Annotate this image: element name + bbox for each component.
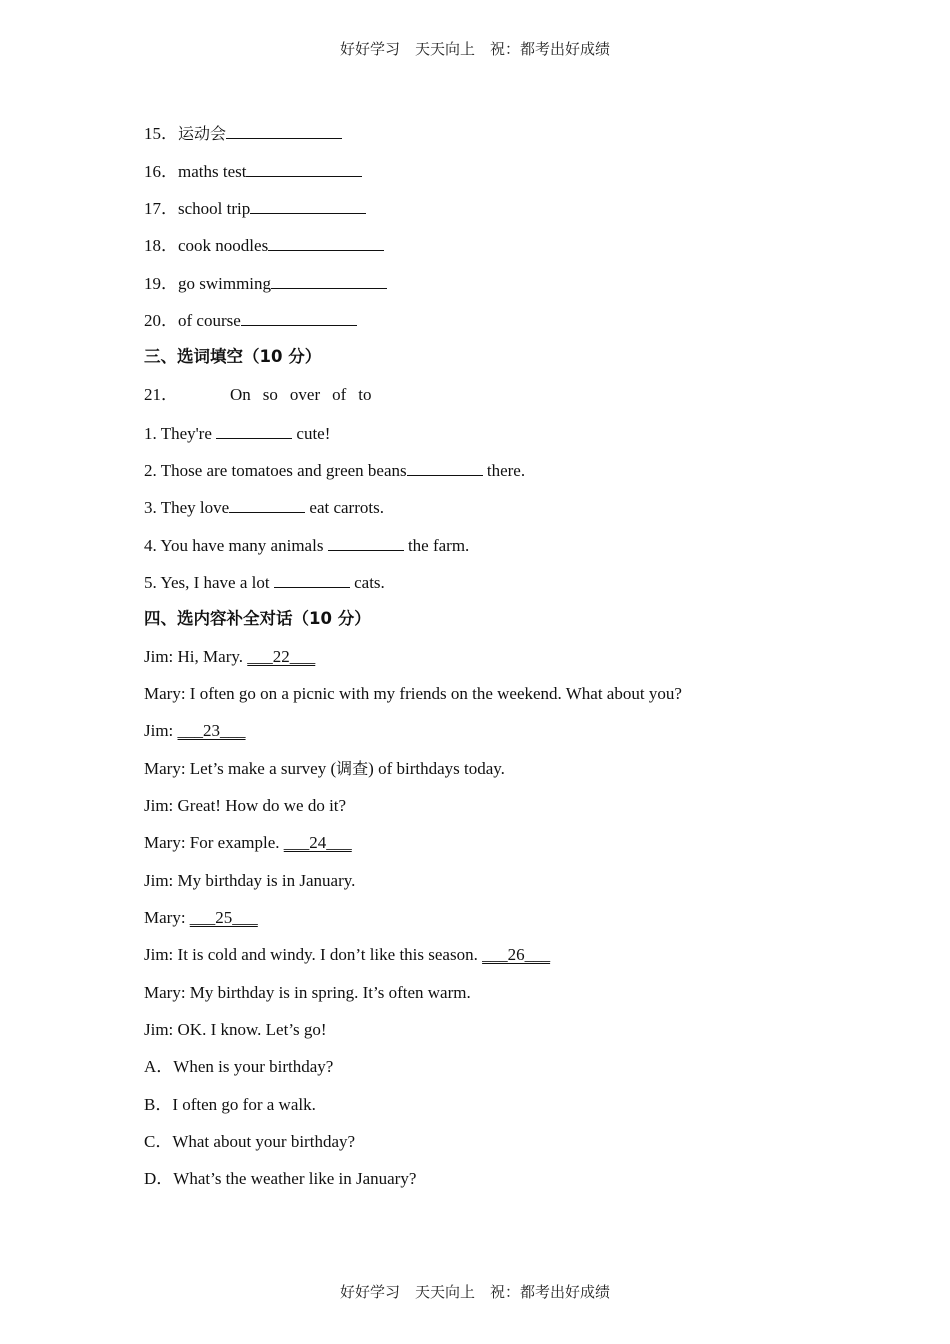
fill-sentence-1: 1. They're cute! [144, 424, 331, 443]
word-bank [144, 384, 384, 406]
dialogue-line: Jim: OK. I know. Let’s go! [144, 1020, 327, 1039]
dialogue-line: Mary: Let’s make a survey (调查) of birthdays today. [144, 759, 505, 778]
dialogue-blank-23[interactable]: ___23___ [177, 721, 246, 740]
answer-blank[interactable] [216, 422, 292, 439]
item-term: 运动会 [178, 124, 227, 143]
dialogue-line: Mary: My birthday is in spring. It’s often warm. [144, 983, 471, 1002]
answer-blank[interactable] [246, 160, 362, 177]
item-term: school trip [178, 199, 251, 218]
dialogue-blank-22[interactable]: ___22___ [247, 647, 316, 666]
translate-item-18 [144, 234, 384, 257]
translate-item-16 [144, 160, 362, 183]
page-header: 好好学习 天天向上 祝：都考出好成绩 [339, 40, 610, 58]
item-number: 20． [144, 311, 178, 330]
answer-blank[interactable] [328, 534, 404, 551]
item-number: 19． [144, 274, 178, 293]
answer-blank[interactable] [229, 496, 305, 513]
translate-item-15 [144, 122, 342, 145]
fill-sentence-3: 3. They love eat carrots. [144, 498, 384, 517]
translate-item-19 [144, 272, 387, 295]
answer-blank[interactable] [250, 197, 366, 214]
dialogue-line: Mary: I often go on a picnic with my friends on the weekend. What about you? [144, 684, 682, 703]
item-number: 17． [144, 199, 178, 218]
dialogue-line: Jim: My birthday is in January. [144, 871, 356, 890]
dialogue-blank-24[interactable]: ___24___ [283, 833, 352, 852]
page-footer: 好好学习 天天向上 祝：都考出好成绩 [339, 1283, 610, 1301]
translate-item-20 [144, 309, 357, 332]
translate-item-17 [144, 197, 366, 220]
question-number: 21． [144, 385, 178, 404]
item-term: maths test [178, 162, 247, 181]
dialogue-line: Mary: ___25___ [144, 908, 258, 927]
fill-sentence-5: 5. Yes, I have a lot cats. [144, 573, 385, 592]
option-a: A．When is your birthday? [144, 1057, 334, 1076]
answer-blank[interactable] [268, 234, 384, 251]
dialogue-line: Mary: For example. ___24___ [144, 833, 352, 852]
item-term: cook noodles [178, 236, 269, 255]
dialogue-line: Jim: Great! How do we do it? [144, 796, 347, 815]
answer-blank[interactable] [407, 459, 483, 476]
dialogue-line: Jim: It is cold and windy. I don’t like this season. ___26___ [144, 945, 551, 964]
item-number: 16． [144, 162, 178, 181]
word-option: over [289, 385, 321, 404]
word-option: so [262, 385, 278, 404]
option-c: C．What about your birthday? [144, 1132, 356, 1151]
option-b: B．I often go for a walk. [144, 1095, 316, 1114]
answer-blank[interactable] [274, 571, 350, 588]
word-option: to [358, 385, 372, 404]
item-term: of course [178, 311, 241, 330]
answer-blank[interactable] [271, 272, 387, 289]
dialogue-blank-26[interactable]: ___26___ [482, 945, 551, 964]
fill-sentence-2: 2. Those are tomatoes and green beans there. [144, 461, 526, 480]
word-option: On [230, 385, 251, 404]
option-d: D．What’s the weather like in January? [144, 1169, 417, 1188]
dialogue-line: Jim: ___23___ [144, 721, 246, 740]
answer-blank[interactable] [241, 309, 357, 326]
item-number: 18． [144, 236, 178, 255]
dialogue-line: Jim: Hi, Mary. ___22___ [144, 647, 316, 666]
fill-sentence-4: 4. You have many animals the farm. [144, 536, 470, 555]
answer-blank[interactable] [226, 122, 342, 139]
section-3-title: 三、选词填空（10 分） [144, 347, 322, 366]
word-option: of [332, 385, 347, 404]
dialogue-blank-25[interactable]: ___25___ [189, 908, 258, 927]
item-term: go swimming [178, 274, 272, 293]
section-4-title: 四、选内容补全对话（10 分） [144, 609, 371, 628]
item-number: 15． [144, 124, 178, 143]
